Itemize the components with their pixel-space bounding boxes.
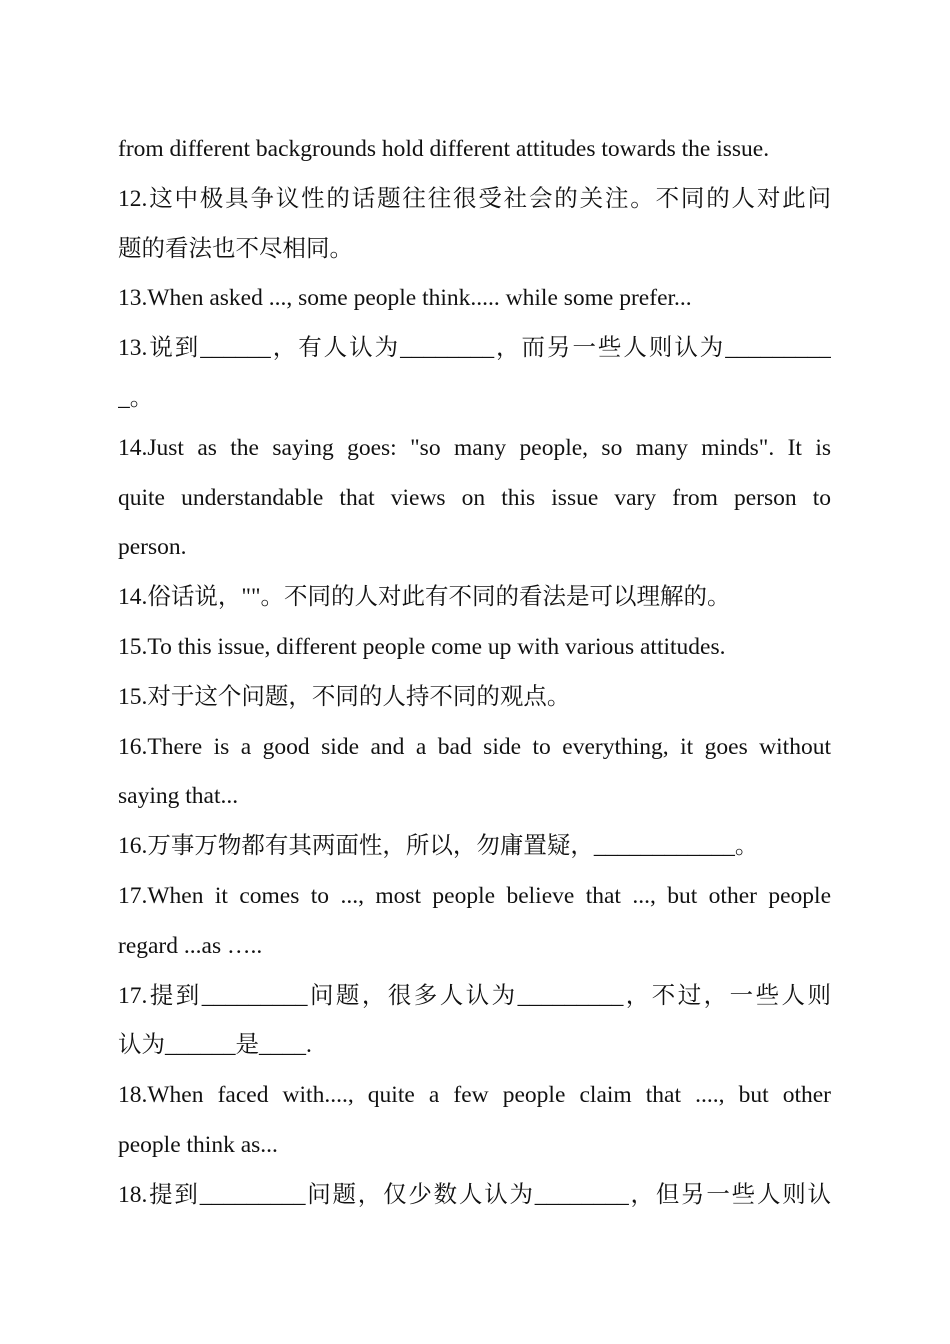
- text-line: quite understandable that views on this issue vary from person to: [118, 484, 831, 511]
- text-line: 18.When faced with...., quite a few people claim that ...., but other: [118, 1082, 831, 1109]
- text-line: 18.提到_________问题，仅少数人认为________，但另一些人则认: [118, 1181, 831, 1208]
- text-line: 15.To this issue, different people come up with various attitudes.: [118, 633, 726, 660]
- text-line: person.: [118, 534, 187, 561]
- text-line: saying that...: [118, 783, 239, 810]
- text-line: 12.这中极具争议性的话题往往很受社会的关注。不同的人对此问: [118, 185, 831, 212]
- text-line: 14.Just as the saying goes: "so many people, so many minds". It is: [118, 434, 831, 461]
- document-page: [118, 125, 831, 1221]
- text-line: regard ...as …..: [118, 932, 263, 959]
- text-line: 14.俗话说，""。不同的人对此有不同的看法是可以理解的。: [118, 584, 731, 611]
- text-line: 16.万事万物都有其两面性，所以，勿庸置疑，____________。: [118, 833, 759, 860]
- text-line: 13.说到______，有人认为________，而另一些人则认为_________: [118, 335, 831, 362]
- text-line: people think as...: [118, 1131, 278, 1158]
- text-line: 16.There is a good side and a bad side to everything, it goes without: [118, 733, 831, 760]
- text-line: 13.When asked ..., some people think..... while some prefer...: [118, 285, 692, 312]
- text-line: 17.When it comes to ..., most people believe that ..., but other people: [118, 882, 831, 909]
- text-line: 17.提到_________问题，很多人认为_________，不过，一些人则: [118, 982, 831, 1009]
- text-line: from different backgrounds hold different attitudes towards the issue.: [118, 136, 770, 162]
- text-line: 认为______是____.: [118, 1032, 312, 1059]
- text-line: _。: [118, 384, 154, 411]
- text-line: 15.对于这个问题，不同的人持不同的观点。: [118, 683, 571, 710]
- text-line: 题的看法也不尽相同。: [118, 235, 353, 262]
